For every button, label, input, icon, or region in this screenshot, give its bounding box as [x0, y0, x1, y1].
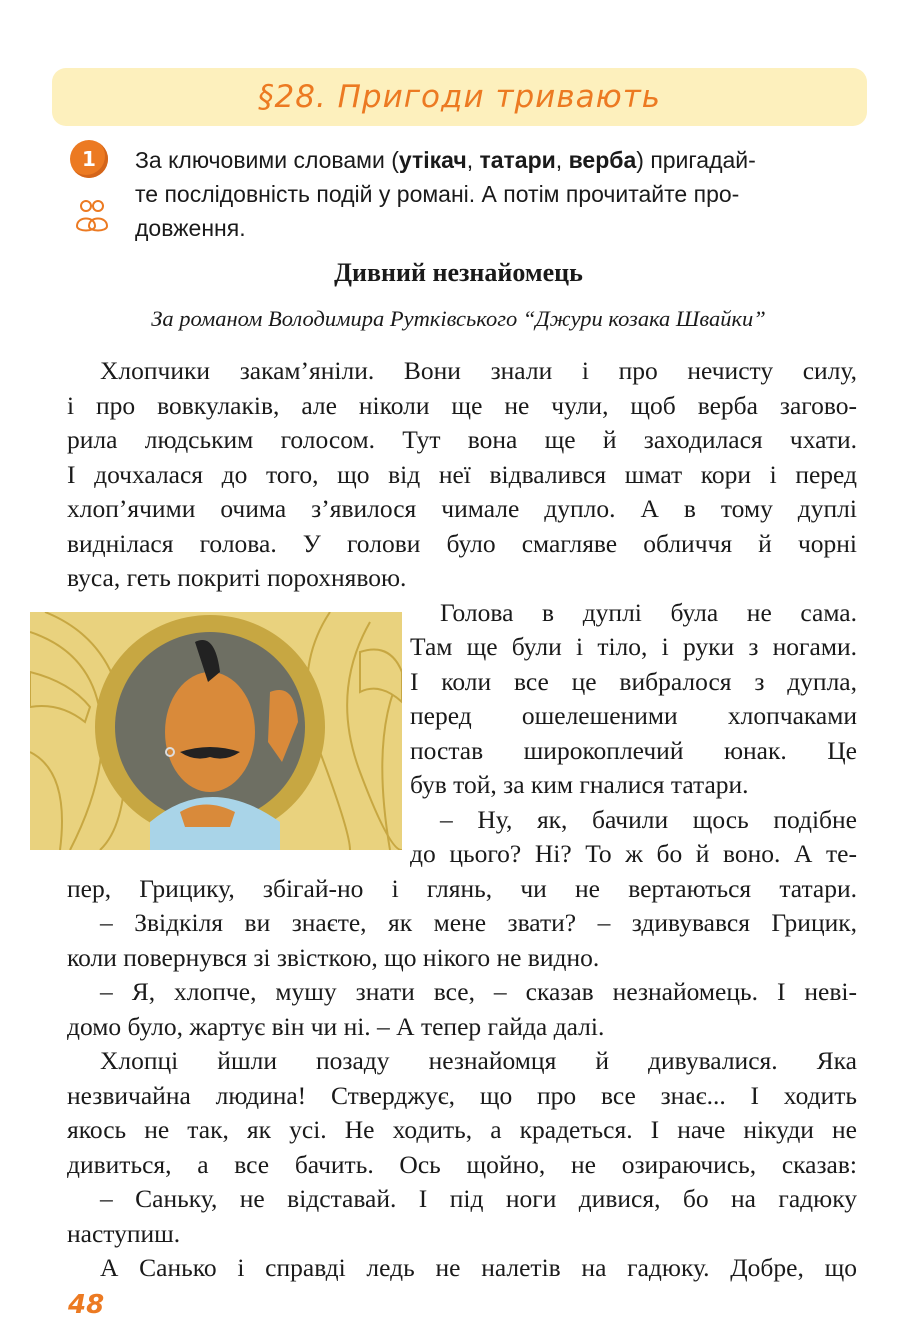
story-line: наступиш.: [67, 1219, 181, 1248]
story-line: вуса, геть покриті порохнявою.: [67, 563, 407, 592]
story-line: до цього? Ні? То ж бо й воно. А те-: [410, 839, 857, 868]
cossack-illustration: [30, 612, 402, 850]
story-line: виднілася голова. У голови було смагляве обличчя й чорні: [67, 529, 857, 558]
story-line: Хлопці йшли позаду незнайомця й дивувалися. Яка: [100, 1046, 857, 1075]
story-line: перед ошелешеними хлопчаками: [410, 701, 857, 730]
story-line: дивиться, а все бачить. Ось щойно, не озираючись, сказав:: [67, 1150, 857, 1179]
story-line: хлоп’ячими очима з’явилося чимале дупло. А в тому дуплі: [67, 494, 857, 523]
keyword: верба: [568, 147, 637, 173]
story-line: І коли все це вибралося з дупла,: [410, 667, 857, 696]
story-line: постав широкоплечий юнак. Це: [410, 736, 857, 765]
story-line: – Я, хлопче, мушу знати все, – сказав незнайомець. І неві-: [100, 977, 857, 1006]
task-number-badge: 1: [70, 140, 108, 178]
keyword: татари: [479, 147, 556, 173]
story-line: Хлопчики закам’яніли. Вони знали і про нечисту силу,: [100, 356, 857, 385]
story-line: незвичайна людина! Стверджує, що про все знає... І ходить: [67, 1081, 857, 1110]
pair-work-icon: [72, 196, 112, 236]
story-line: був той, за ким гналися татари.: [410, 770, 749, 799]
story-line: Там ще були і тіло, і руки з ногами.: [410, 632, 857, 661]
story-line: домо було, жартує він чи ні. – А тепер гайда далі.: [67, 1012, 605, 1041]
story-line: пер, Грицику, збігай-но і глянь, чи не вертаються татари.: [67, 874, 857, 903]
task-line: За ключовими словами (утікач, татари, верба) пригадай-: [135, 147, 756, 173]
section-title-banner: [52, 68, 867, 126]
story-line: коли повернувся зі звісткою, що нікого не видно.: [67, 943, 600, 972]
story-line: – Ну, як, бачили щось подібне: [440, 805, 857, 834]
story-line: А Санько і справді ледь не налетів на гадюку. Добре, що: [100, 1253, 857, 1282]
story-line: рила людським голосом. Тут вона ще й заходилася чхати.: [67, 425, 857, 454]
story-line: І дочхалася до того, що від неї відвалився шмат кори і перед: [67, 460, 857, 489]
section-title: §28. Пригоди тривають: [257, 79, 662, 115]
page-number: 48: [68, 1290, 105, 1320]
story-source: За романом Володимира Рутківського “Джури козака Швайки”: [151, 306, 766, 331]
task-line: довження.: [135, 215, 246, 241]
task-line: те послідовність подій у романі. А потім прочитайте про-: [135, 181, 740, 207]
story-title: Дивний незнайомець: [334, 258, 583, 287]
story-line: – Звідкіля ви знаєте, як мене звати? – здивувався Грицик,: [100, 908, 857, 937]
story-line: – Саньку, не відставай. І під ноги дивися, бо на гадюку: [100, 1184, 857, 1213]
keyword: утікач: [398, 147, 467, 173]
story-line: і про вовкулаків, але ніколи ще не чули, щоб верба загово-: [67, 391, 857, 420]
story-line: Голова в дуплі була не сама.: [440, 598, 857, 627]
task-instructions: [135, 143, 859, 245]
story-line: якось не так, як усі. Не ходить, а крадеться. І наче нікуди не: [67, 1115, 857, 1144]
